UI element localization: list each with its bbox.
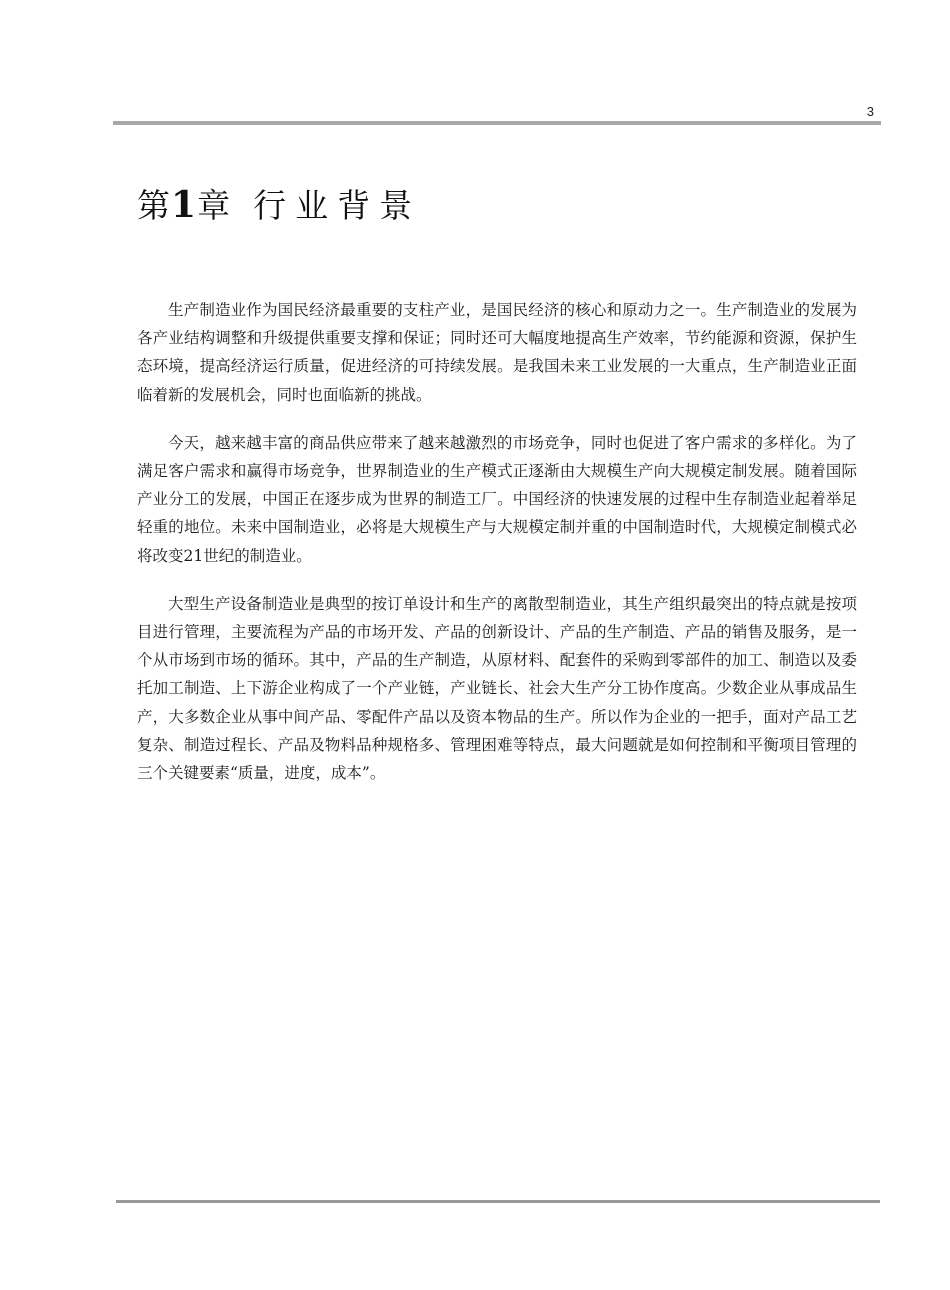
paragraph: 今天，越来越丰富的商品供应带来了越来越激烈的市场竞争，同时也促进了客户需求的多样化。为了满足客户需求和赢得市场竞争，世界制造业的生产模式正逐渐由大规模生产向大规模定制发展。随着国际产业分工的发展，中国正在逐步成为世界的制造工厂。中国经济的快速发展的过程中生存制造业起着举足轻重的地位。未来中国制造业，必将是大规模生产与大规模定制并重的中国制造时代，大规模定制模式必将改变21世纪的制造业。 — [137, 433, 857, 565]
paragraph: 大型生产设备制造业是典型的按订单设计和生产的离散型制造业，其生产组织最突出的特点就是按项目进行管理，主要流程为产品的市场开发、产品的创新设计、产品的生产制造、产品的销售及服务，是一个从市场到市场的循环。其中，产品的生产制造，从原材料、配套件的采购到零部件的加工、制造以及委托加工制造、上下游企业构成了一个产业链，产业链长、社会大生产分工协作度高。少数企业从事成品生产，大多数企业从事中间产品、零配件产品以及资本物品的生产。所以作为企业的一把手，面对产品工艺复杂、制造过程长、产品及物料品种规格多、管理困难等特点，最大问题就是如何控制和平衡项目管理的三个关键要素“质量，进度，成本”。 — [137, 594, 857, 783]
page-number: 3 — [866, 104, 874, 119]
body-content — [137, 296, 857, 807]
chapter-name: 行业背景 — [253, 186, 422, 225]
chapter-prefix: 第 — [137, 186, 171, 225]
chapter-title — [137, 180, 421, 227]
chapter-suffix: 章 — [197, 186, 232, 225]
paragraph: 生产制造业作为国民经济最重要的支柱产业，是国民经济的核心和原动力之一。生产制造业的发展为各产业结构调整和升级提供重要支撑和保证；同时还可大幅度地提高生产效率，节约能源和资源，保护生态环境，提高经济运行质量，促进经济的可持续发展。是我国未来工业发展的一大重点，生产制造业正面临着新的发展机会，同时也面临新的挑战。 — [137, 301, 857, 404]
chapter-number: 1 — [171, 184, 198, 226]
footer-divider — [116, 1200, 880, 1203]
header-divider — [113, 121, 881, 125]
